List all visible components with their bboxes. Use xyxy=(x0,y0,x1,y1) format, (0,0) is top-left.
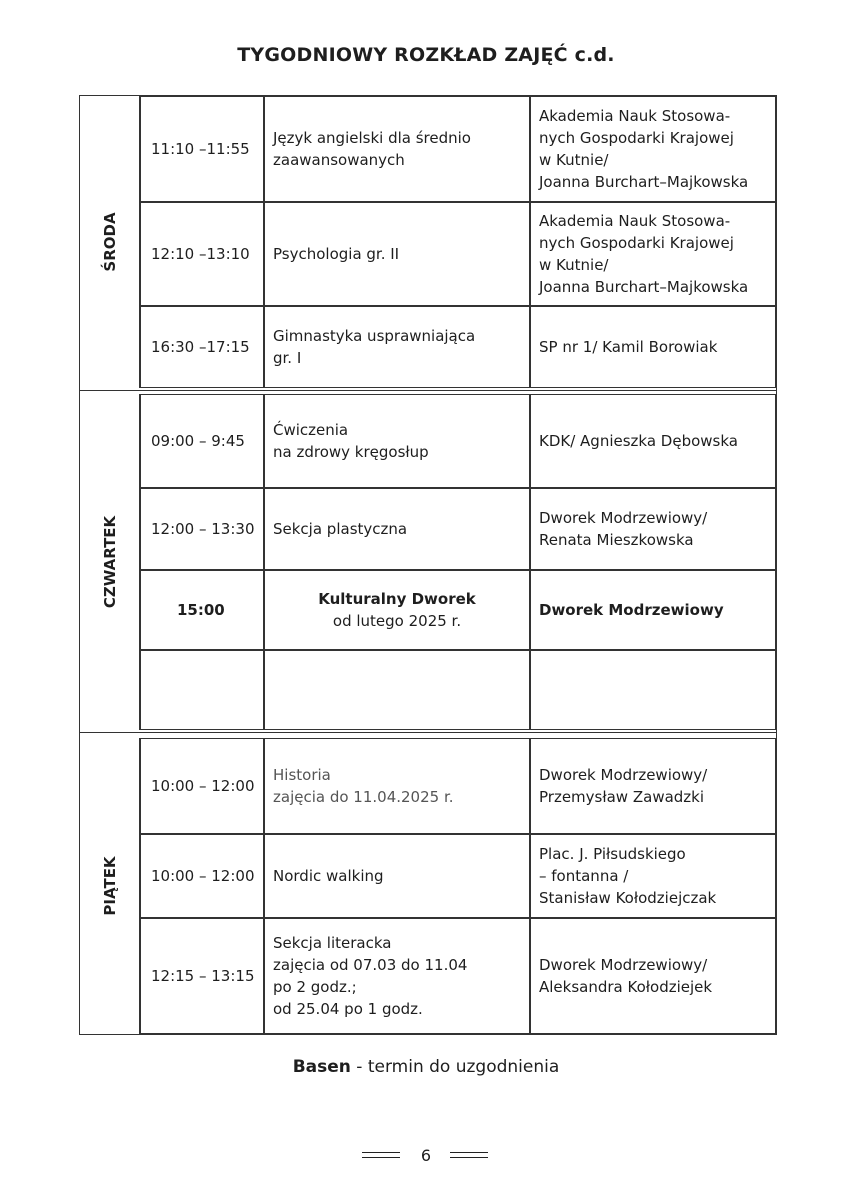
table-row xyxy=(140,306,776,388)
activity-cell xyxy=(264,570,530,650)
activity-cell xyxy=(264,394,530,488)
activity-line: Język angielski dla średnio xyxy=(273,129,471,147)
activity-line: zajęcia od 07.03 do 11.04 xyxy=(273,956,468,974)
table-row xyxy=(140,394,776,488)
place-line: Joanna Burchart–Majkowska xyxy=(539,173,749,191)
footer-note xyxy=(0,1057,852,1077)
footer-bold: Basen xyxy=(292,1057,351,1077)
place-line: nych Gospodarki Krajowej xyxy=(539,129,734,147)
activity-line: od lutego 2025 r. xyxy=(332,612,462,630)
activity-line: gr. I xyxy=(273,349,302,367)
place-line: Aleksandra Kołodziejek xyxy=(539,978,713,996)
place-line: Dworek Modrzewiowy/ xyxy=(539,766,708,784)
day-section-piatek xyxy=(80,738,776,1034)
table-row xyxy=(140,570,776,650)
footer-text: - termin do uzgodnienia xyxy=(350,1057,560,1077)
table-row xyxy=(140,918,776,1034)
time-cell: 12:15 – 13:15 xyxy=(140,918,264,1034)
place-line: w Kutnie/ xyxy=(539,256,609,274)
page-number: 6 xyxy=(420,1146,432,1165)
activity-line: na zdrowy kręgosłup xyxy=(273,443,429,461)
place-line: Dworek Modrzewiowy/ xyxy=(539,509,708,527)
place-line: Joanna Burchart–Majkowska xyxy=(539,278,749,296)
time-cell: 09:00 – 9:45 xyxy=(140,394,264,488)
day-label: ŚRODA xyxy=(100,212,119,272)
activity-line: Sekcja literacka xyxy=(273,934,392,952)
activity-line: Historia xyxy=(273,766,331,784)
table-row xyxy=(140,650,776,730)
activity-cell xyxy=(264,918,530,1034)
place-line: Plac. J. Piłsudskiego xyxy=(539,845,686,863)
place-line: Stanisław Kołodziejczak xyxy=(539,889,717,907)
time-cell: 16:30 –17:15 xyxy=(140,306,264,388)
place-line: Przemysław Zawadzki xyxy=(539,788,705,806)
activity-line: Nordic walking xyxy=(273,867,384,885)
place-cell xyxy=(530,394,776,488)
place-cell xyxy=(530,918,776,1034)
place-cell xyxy=(530,202,776,306)
time-cell: 12:00 – 13:30 xyxy=(140,488,264,570)
day-cell xyxy=(80,394,140,730)
activity-cell xyxy=(264,834,530,918)
activity-line: Sekcja plastyczna xyxy=(273,520,408,538)
activity-line: od 25.04 po 1 godz. xyxy=(273,1000,423,1018)
activity-cell xyxy=(264,96,530,202)
day-section-czwartek xyxy=(80,394,776,730)
place-line: SP nr 1/ Kamil Borowiak xyxy=(539,338,718,356)
day-label: PIĄTEK xyxy=(100,856,119,916)
table-row xyxy=(140,96,776,202)
activity-line: Gimnastyka usprawniająca xyxy=(273,327,476,345)
time-cell: 10:00 – 12:00 xyxy=(140,738,264,834)
activity-cell xyxy=(264,488,530,570)
activity-line: po 2 godz.; xyxy=(273,978,357,996)
day-cell xyxy=(80,96,140,388)
place-line: Renata Mieszkowska xyxy=(539,531,694,549)
time-cell xyxy=(140,650,264,730)
page-number-rule-right xyxy=(450,1152,488,1158)
place-cell xyxy=(530,738,776,834)
activity-line: Psychologia gr. II xyxy=(273,245,400,263)
place-cell xyxy=(530,570,776,650)
table-row xyxy=(140,202,776,306)
place-cell xyxy=(530,488,776,570)
activity-cell xyxy=(264,306,530,388)
place-line: Dworek Modrzewiowy xyxy=(539,601,724,619)
table-row xyxy=(140,738,776,834)
place-line: – fontanna / xyxy=(539,867,629,885)
place-line: w Kutnie/ xyxy=(539,151,609,169)
day-cell xyxy=(80,738,140,1034)
activity-cell xyxy=(264,650,530,730)
place-cell xyxy=(530,650,776,730)
place-line: nych Gospodarki Krajowej xyxy=(539,234,734,252)
activity-line: zaawansowanych xyxy=(273,151,405,169)
table-row xyxy=(140,834,776,918)
time-cell: 10:00 – 12:00 xyxy=(140,834,264,918)
page-title: TYGODNIOWY ROZKŁAD ZAJĘĆ c.d. xyxy=(237,44,615,66)
place-line: Akademia Nauk Stosowa- xyxy=(539,107,731,125)
activity-line: Ćwiczenia xyxy=(273,421,349,439)
place-line: Dworek Modrzewiowy/ xyxy=(539,956,708,974)
place-cell xyxy=(530,834,776,918)
section-divider xyxy=(80,732,776,733)
time-cell: 15:00 xyxy=(140,570,264,650)
activity-cell xyxy=(264,738,530,834)
place-line: KDK/ Agnieszka Dębowska xyxy=(539,432,738,450)
place-line: Akademia Nauk Stosowa- xyxy=(539,212,731,230)
activity-cell xyxy=(264,202,530,306)
place-cell xyxy=(530,96,776,202)
time-cell: 12:10 –13:10 xyxy=(140,202,264,306)
day-section-sroda xyxy=(80,96,776,388)
place-cell xyxy=(530,306,776,388)
activity-line: Kulturalny Dworek xyxy=(318,590,476,608)
day-label: CZWARTEK xyxy=(100,515,119,609)
activity-line: zajęcia do 11.04.2025 r. xyxy=(273,788,454,806)
schedule-table xyxy=(79,95,777,1035)
section-divider xyxy=(80,390,776,391)
table-row xyxy=(140,488,776,570)
time-cell: 11:10 –11:55 xyxy=(140,96,264,202)
